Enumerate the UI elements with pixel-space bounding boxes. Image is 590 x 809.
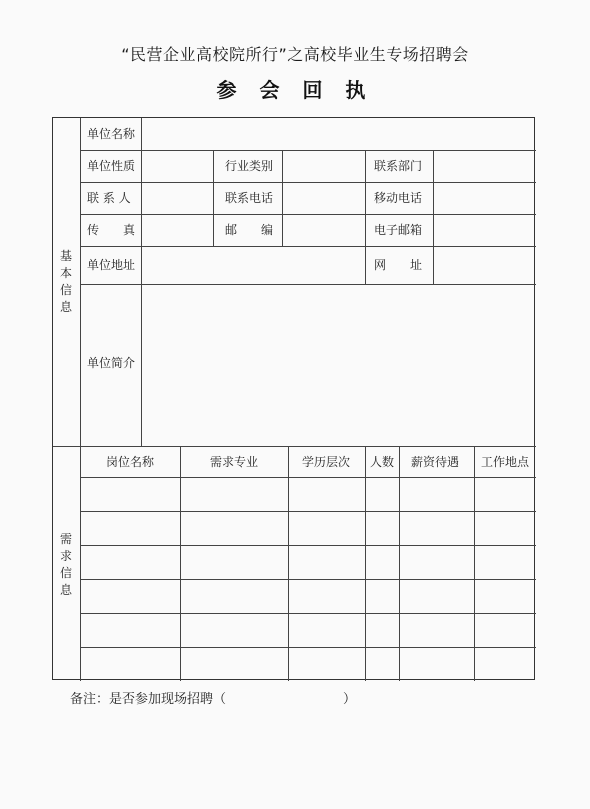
label-unit-intro: 单位简介 (87, 356, 136, 370)
email-field[interactable] (434, 215, 536, 246)
unit-intro-field[interactable] (142, 285, 536, 446)
page-title: “民营企业高校院所行”之高校毕业生专场招聘会 (121, 45, 469, 64)
row-divider (80, 647, 536, 648)
postcode-field[interactable] (283, 215, 365, 246)
label-fax: 传 真 (87, 223, 136, 237)
unit-address-field[interactable] (142, 247, 365, 284)
column-header-major: 需求专业 (210, 455, 259, 469)
contact-person-field[interactable] (142, 183, 213, 214)
row-divider (80, 613, 536, 614)
label-contact-dept: 联系部门 (374, 159, 423, 173)
label-postcode: 邮 编 (225, 223, 274, 237)
column-header-count: 人数 (370, 455, 395, 469)
label-website: 网 址 (374, 258, 423, 272)
label-contact-person: 联 系 人 (87, 191, 131, 205)
row-divider (80, 511, 536, 512)
row-divider (80, 545, 536, 546)
label-contact-phone: 联系电话 (225, 191, 274, 205)
section-label-demand: 需求信息 (59, 532, 72, 597)
column-header-education: 学历层次 (302, 455, 351, 469)
section-divider (53, 446, 536, 447)
receipt-form (52, 117, 535, 680)
col-divider (288, 446, 289, 681)
footer-note: 备注：是否参加现场招聘（ ） (70, 692, 357, 707)
section-label-basic: 基本信息 (59, 249, 72, 314)
unit-nature-field[interactable] (142, 151, 213, 182)
row-divider (80, 579, 536, 580)
section-column-divider (80, 118, 81, 681)
label-unit-nature: 单位性质 (87, 159, 136, 173)
label-email: 电子邮箱 (374, 223, 423, 237)
label-mobile-phone: 移动电话 (374, 191, 423, 205)
label-unit-name: 单位名称 (87, 127, 136, 141)
mobile-phone-field[interactable] (434, 183, 536, 214)
column-header-salary: 薪资待遇 (411, 455, 460, 469)
col-divider (180, 446, 181, 681)
column-header-position: 岗位名称 (106, 455, 155, 469)
label-industry: 行业类别 (225, 159, 274, 173)
unit-name-field[interactable] (142, 118, 536, 150)
col-divider (399, 446, 400, 681)
page-subtitle: 参 会 回 执 (216, 78, 374, 102)
col-divider (213, 150, 214, 246)
contact-dept-field[interactable] (434, 151, 536, 182)
col-divider (365, 150, 366, 284)
col-divider (474, 446, 475, 681)
row-divider (80, 477, 536, 478)
contact-phone-field[interactable] (283, 183, 365, 214)
col-divider (365, 446, 366, 681)
column-header-location: 工作地点 (481, 455, 530, 469)
label-unit-address: 单位地址 (87, 258, 136, 272)
industry-field[interactable] (283, 151, 365, 182)
website-field[interactable] (434, 247, 536, 284)
fax-field[interactable] (142, 215, 213, 246)
